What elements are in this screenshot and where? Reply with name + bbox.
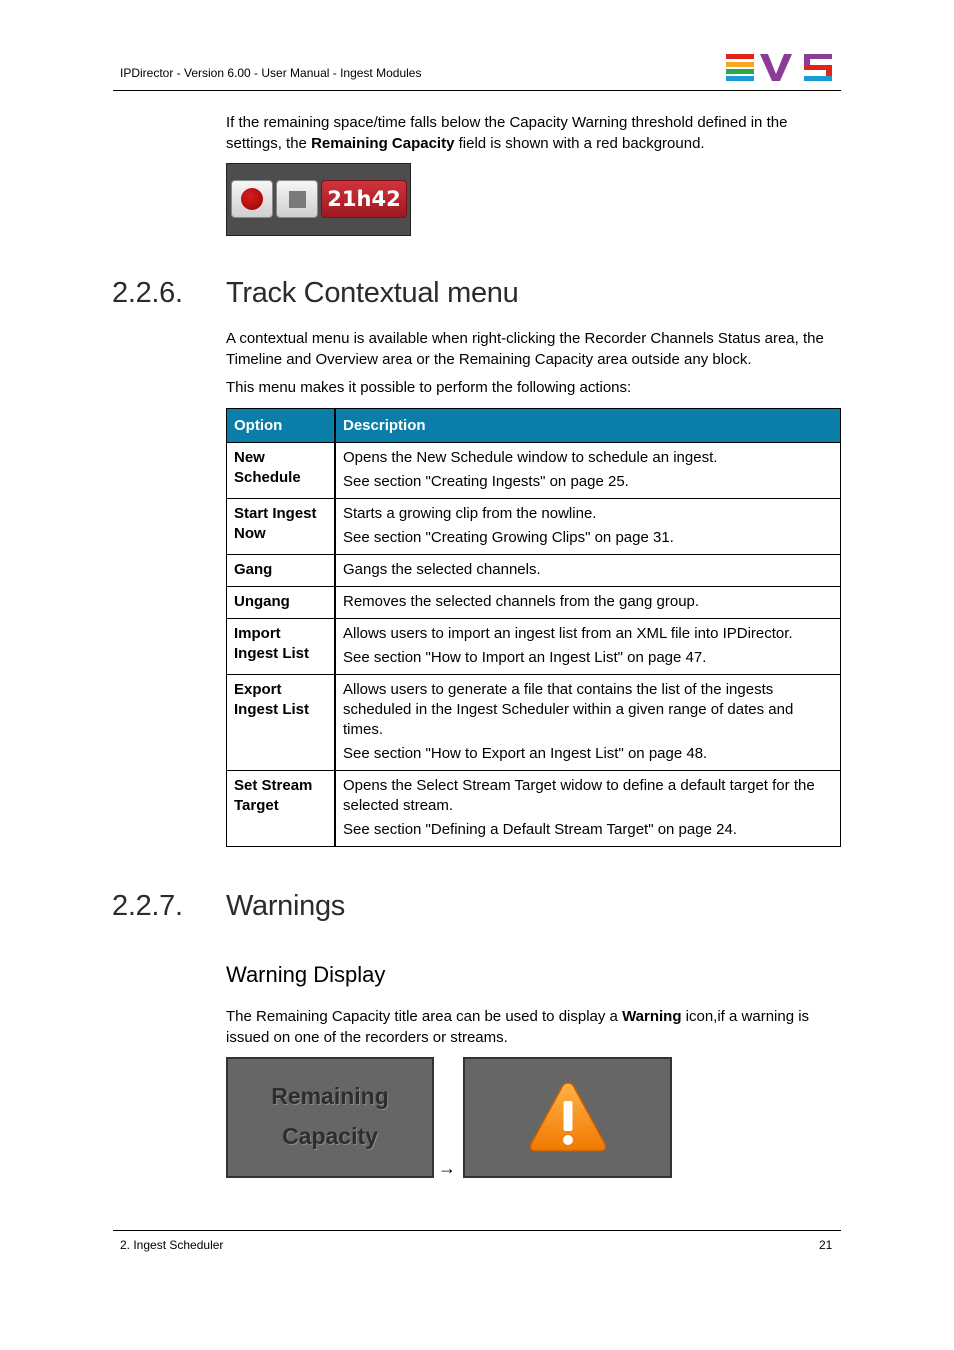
option-cell: Set Stream Target xyxy=(227,771,336,847)
description-line: Gangs the selected channels. xyxy=(343,561,541,578)
warning-icon xyxy=(528,1081,608,1153)
option-cell: New Schedule xyxy=(227,443,336,499)
cross-reference: See section "Creating Ingests" on page 25. xyxy=(343,473,629,490)
cross-reference: See section "Creating Growing Clips" on page 31. xyxy=(343,529,674,546)
description-cell xyxy=(335,587,841,619)
table-row xyxy=(227,555,841,587)
table-header-row xyxy=(227,409,841,443)
page-number: 21 xyxy=(819,1238,833,1252)
remaining-capacity-field: 21h42 xyxy=(321,180,407,218)
footer-chapter: 2. Ingest Scheduler xyxy=(120,1238,224,1252)
description-line: Starts a growing clip from the nowline. xyxy=(343,505,597,522)
option-cell: Export Ingest List xyxy=(227,675,336,771)
table-row xyxy=(227,499,841,555)
description-line: Removes the selected channels from the gang group. xyxy=(343,593,700,610)
section-paragraph: A contextual menu is available when right-clicking the Recorder Channels Status area, the Timeline and Overview area or the Remaining Capacity area outside any block. xyxy=(226,330,824,368)
column-header: Description xyxy=(335,409,841,443)
description-cell xyxy=(335,443,841,499)
description-cell xyxy=(335,555,841,587)
option-cell: Import Ingest List xyxy=(227,619,336,675)
description-line: Opens the New Schedule window to schedule an ingest. xyxy=(343,449,718,466)
options-table xyxy=(226,408,841,847)
table-row xyxy=(227,619,841,675)
column-header: Option xyxy=(227,409,336,443)
description-line: Opens the Select Stream Target widow to define a default target for the selected stream. xyxy=(343,777,815,814)
table-row xyxy=(227,675,841,771)
warning-panel xyxy=(463,1057,672,1178)
table-row xyxy=(227,587,841,619)
section-number: 2.2.7. xyxy=(112,890,183,922)
arrow-indicator: → xyxy=(438,1158,456,1178)
stop-icon xyxy=(289,191,306,208)
description-line: Allows users to generate a file that contains the list of the ingests scheduled in the Ingest Scheduler within a given range of dates and times. xyxy=(343,681,794,738)
evs-logo xyxy=(726,54,834,82)
recorder-controls-illustration xyxy=(226,163,411,236)
description-line: Allows users to import an ingest list from an XML file into IPDirector. xyxy=(343,625,793,642)
intro-paragraph: If the remaining space/time falls below the Capacity Warning threshold defined in the settings, the Remaining Capacity field is shown with a red background. xyxy=(226,114,788,152)
description-cell xyxy=(335,675,841,771)
option-cell: Gang xyxy=(227,555,336,587)
warning-paragraph: The Remaining Capacity title area can be used to display a Warning icon,if a warning is issued on one of the recorders or streams. xyxy=(226,1008,810,1046)
panel-title-line: Remaining xyxy=(271,1083,389,1109)
description-cell xyxy=(335,499,841,555)
cross-reference: See section "How to Export an Ingest List" on page 48. xyxy=(343,745,708,762)
section-title: Track Contextual menu xyxy=(226,277,519,309)
stop-button xyxy=(276,180,318,218)
record-button xyxy=(231,180,273,218)
footer-rule xyxy=(113,1230,841,1231)
option-cell: Ungang xyxy=(227,587,336,619)
section-title: Warnings xyxy=(226,890,346,922)
table-row xyxy=(227,443,841,499)
cross-reference: See section "Defining a Default Stream Target" on page 24. xyxy=(343,821,737,838)
header-rule xyxy=(113,90,841,91)
table-row xyxy=(227,771,841,847)
description-cell xyxy=(335,771,841,847)
remaining-capacity-title-panel xyxy=(226,1057,434,1178)
cross-reference: See section "How to Import an Ingest List" on page 47. xyxy=(343,649,707,666)
subheading: Warning Display xyxy=(226,962,386,987)
description-cell xyxy=(335,619,841,675)
record-icon xyxy=(241,188,263,210)
section-number: 2.2.6. xyxy=(112,277,183,309)
section-paragraph: This menu makes it possible to perform the following actions: xyxy=(226,379,632,396)
panel-title-line: Capacity xyxy=(282,1123,378,1149)
option-cell: Start Ingest Now xyxy=(227,499,336,555)
running-header: IPDirector - Version 6.00 - User Manual - Ingest Modules xyxy=(120,66,422,80)
